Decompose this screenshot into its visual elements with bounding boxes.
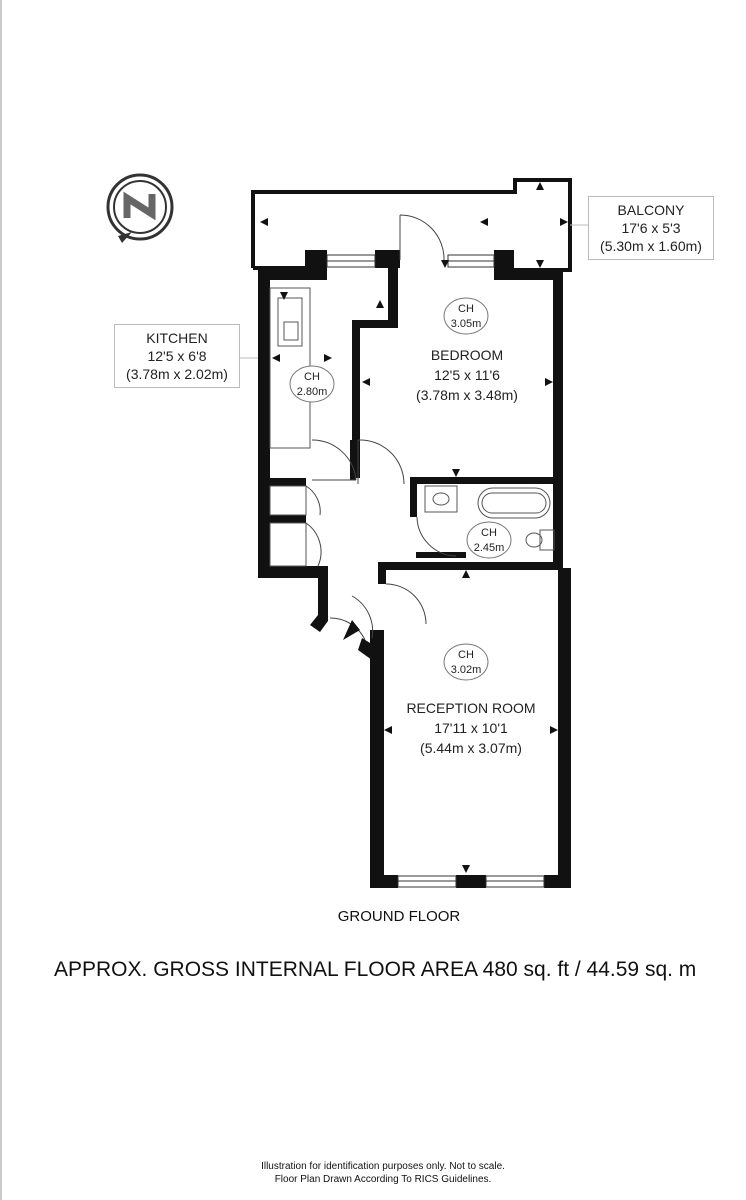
reception-ch-label: CH: [458, 649, 474, 661]
bedroom-ch-label: CH: [458, 303, 474, 315]
bedroom-ch-value: 3.05m: [450, 318, 482, 330]
bedroom-imperial: 12'5 x 11'6: [434, 367, 500, 383]
disclaimer-line2: Floor Plan Drawn According To RICS Guidelines.: [274, 1174, 492, 1185]
bathroom-ch-value: 2.45m: [473, 542, 505, 554]
kitchen-ch-label: CH: [304, 371, 320, 383]
fixtures: [270, 288, 554, 566]
reception-ch-value: 3.02m: [450, 664, 482, 676]
balcony-imperial: 17'6 x 5'3: [621, 220, 681, 236]
bedroom-name: BEDROOM: [430, 347, 504, 363]
disclaimer: [0, 1160, 746, 1186]
balcony-metric: (5.30m x 1.60m): [600, 238, 702, 254]
reception-name: RECEPTION ROOM: [406, 700, 536, 716]
balcony-name: BALCONY: [617, 202, 685, 218]
walls: [258, 250, 571, 888]
bathroom-sink: [425, 486, 457, 512]
bedroom-metric: (3.78m x 3.48m): [416, 387, 518, 403]
floor-name: GROUND FLOOR: [337, 908, 461, 925]
kitchen-name: KITCHEN: [146, 330, 208, 346]
kitchen-imperial: 12'5 x 6'8: [147, 348, 207, 364]
north-arrow-icon: [108, 175, 172, 243]
bathroom-ch-label: CH: [481, 527, 497, 539]
balcony-label: [588, 196, 714, 260]
kitchen-metric: (3.78m x 2.02m): [126, 366, 228, 382]
area-text: APPROX. GROSS INTERNAL FLOOR AREA 480 sq. ft / 44.59 sq. m: [54, 958, 697, 981]
kitchen-label: [114, 324, 240, 388]
kitchen-ch-value: 2.80m: [296, 386, 328, 398]
reception-metric: (5.44m x 3.07m): [420, 740, 522, 756]
disclaimer-line1: Illustration for identification purposes only. Not to scale.: [261, 1161, 505, 1172]
balcony-outline: [253, 180, 570, 270]
reception-imperial: 17'11 x 10'1: [434, 720, 508, 736]
